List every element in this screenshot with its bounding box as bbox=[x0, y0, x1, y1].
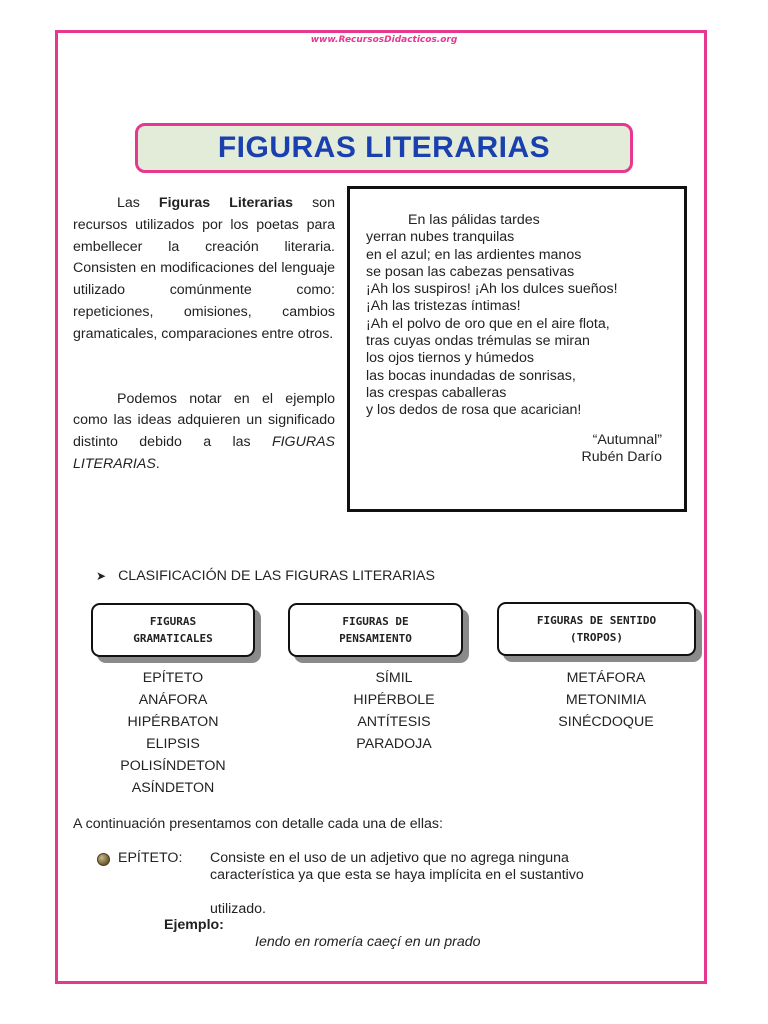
poem-box bbox=[347, 186, 687, 512]
list-item: POLISÍNDETON bbox=[120, 758, 226, 774]
classification-heading-text: CLASIFICACIÓN DE LAS FIGURAS LITERARIAS bbox=[118, 568, 435, 584]
intro-italic-term: FIGURAS LITERARIAS bbox=[73, 434, 335, 472]
site-url[interactable]: www.RecursosDidacticos.org bbox=[310, 35, 458, 45]
intro-paragraph-1: Las Figuras Literarias son recursos utilizados por los poetas para embellecer la creación literaria. Consisten en modificaciones del lenguaje utilizado comúnmente como: repeticiones, omisiones, cambios gramaticales, comparaciones entre otros. bbox=[73, 195, 335, 342]
example-label: Ejemplo: bbox=[164, 917, 224, 933]
poem-line: se posan las cabezas pensativas bbox=[366, 263, 575, 280]
poem-line: En las pálidas tardes bbox=[408, 212, 540, 228]
classification-heading bbox=[96, 568, 435, 584]
poem-line: yerran nubes tranquilas bbox=[366, 229, 515, 246]
list-item: ASÍNDETON bbox=[131, 780, 215, 796]
intro-bold-term: Figuras Literarias bbox=[158, 195, 294, 211]
list-item: PARADOJA bbox=[356, 736, 432, 752]
category-list-pensamiento bbox=[324, 667, 464, 755]
list-item: METONIMIA bbox=[565, 692, 647, 708]
poem-line: ¡Ah las tristezas íntimas! bbox=[366, 298, 521, 315]
list-item: EPÍTETO bbox=[142, 670, 204, 686]
list-item: METÁFORA bbox=[566, 670, 646, 686]
poem-line: tras cuyas ondas trémulas se miran bbox=[366, 333, 590, 350]
poem-line: ¡Ah el polvo de oro que en el aire flota, bbox=[366, 315, 610, 332]
poem-line: las bocas inundadas de sonrisas, bbox=[366, 367, 576, 384]
poem-title: “Autumnal” bbox=[592, 432, 662, 448]
poem-line: ¡Ah los suspiros! ¡Ah los dulces sueños! bbox=[366, 281, 618, 298]
example-text: Iendo en romería caeçí en un prado bbox=[255, 934, 481, 950]
list-item: SINÉCDOQUE bbox=[558, 714, 654, 730]
title-box bbox=[135, 123, 633, 173]
details-intro: A continuación presentamos con detalle cada una de ellas: bbox=[73, 816, 443, 832]
list-item: ANÁFORA bbox=[138, 692, 208, 708]
category-box-sentido: FIGURAS DE SENTIDO (TROPOS) bbox=[497, 602, 696, 656]
category-list-gramaticales bbox=[103, 667, 243, 799]
list-item: ELIPSIS bbox=[146, 736, 200, 752]
list-item: ANTÍTESIS bbox=[357, 714, 431, 730]
poem-line: en el azul; en las ardientes manos bbox=[366, 246, 582, 263]
round-bullet-icon bbox=[97, 853, 110, 866]
poem-author: Rubén Darío bbox=[581, 449, 662, 465]
category-box-pensamiento: FIGURAS DE PENSAMIENTO bbox=[288, 603, 463, 657]
list-item: HIPÉRBOLE bbox=[353, 692, 435, 708]
poem-line: las crespas caballeras bbox=[366, 384, 507, 401]
definition-epiteto: Consiste en el uso de un adjetivo que no agrega ninguna característica ya que esta se haya implícita en el sustantivo utilizado. bbox=[210, 850, 584, 917]
arrow-bullet-icon: ➤ bbox=[96, 569, 107, 583]
page-title: FIGURAS LITERARIAS bbox=[217, 131, 551, 164]
poem-credit bbox=[582, 432, 662, 466]
category-box-gramaticales: FIGURAS GRAMATICALES bbox=[91, 603, 255, 657]
intro-text bbox=[73, 193, 335, 476]
list-item: SÍMIL bbox=[375, 670, 413, 686]
category-list-sentido bbox=[536, 667, 676, 733]
poem-lines bbox=[366, 212, 618, 420]
intro-paragraph-2: Podemos notar en el ejemplo como las ideas adquieren un significado distinto debido a las FIGURAS LITERARIAS. bbox=[73, 390, 335, 472]
term-epiteto: EPÍTETO: bbox=[118, 850, 183, 866]
poem-line: los ojos tiernos y húmedos bbox=[366, 350, 534, 367]
poem-line: y los dedos de rosa que acarician! bbox=[366, 402, 582, 419]
list-item: HIPÉRBATON bbox=[127, 714, 219, 730]
